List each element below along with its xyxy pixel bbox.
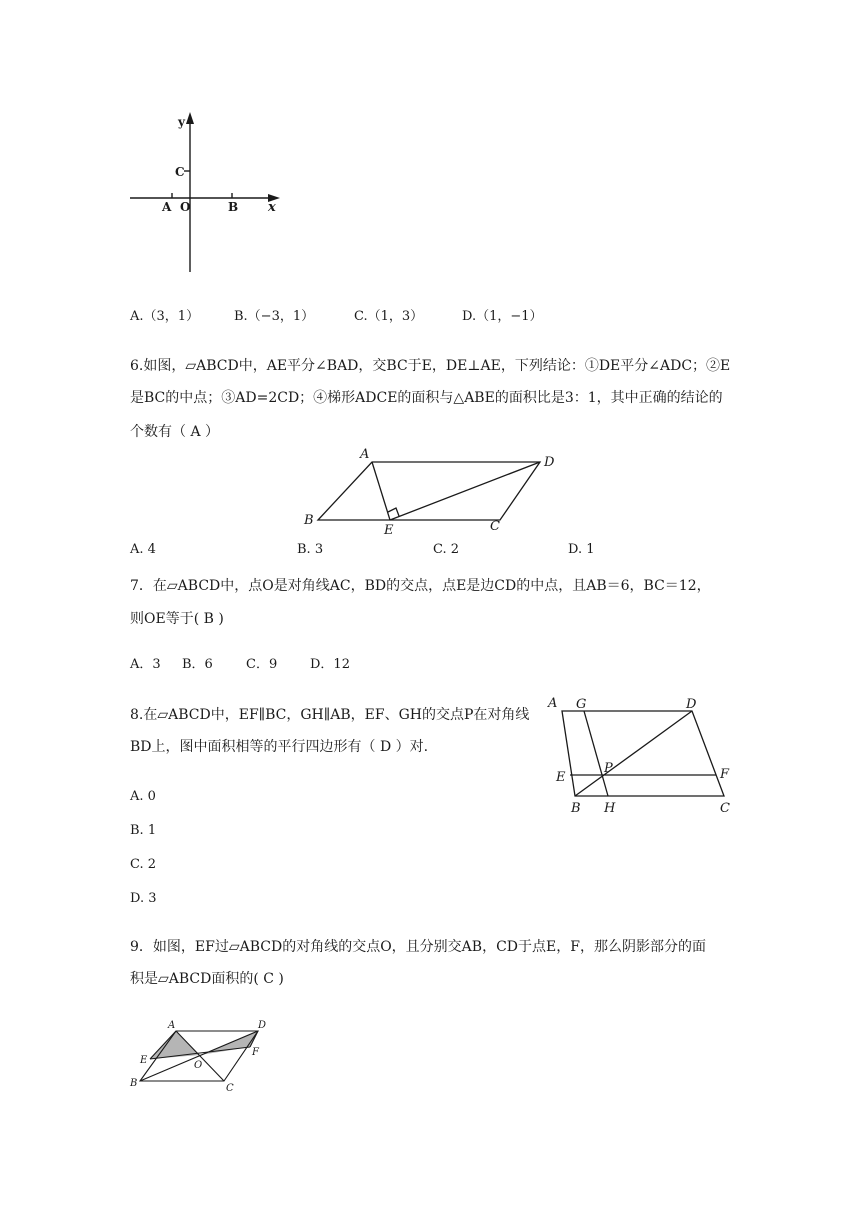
- q5-label-a: A: [162, 200, 172, 214]
- q9-label-o: O: [194, 1060, 203, 1071]
- q5-label-c: C: [175, 165, 185, 179]
- q7-text-line-2: 则OE等于( B ): [130, 611, 224, 627]
- q5-option-b: B.（−3，1）: [234, 309, 315, 324]
- q7-option-d: D．12: [310, 657, 350, 672]
- q8-label-c: C: [720, 801, 730, 816]
- q9-label-c: C: [226, 1083, 234, 1094]
- q8-text-line-2: BD上，图中面积相等的平行四边形有（ D ）对.: [130, 739, 429, 755]
- q6-label-a: A: [360, 447, 370, 462]
- q7-text-line-1: 7．在▱ABCD中，点O是对角线AC，BD的交点，点E是边CD的中点，且AB＝6，BC＝12，: [130, 578, 711, 594]
- q6-label-e: E: [384, 523, 394, 538]
- q7-option-b: B．6: [182, 657, 213, 672]
- q9-text-line-1: 9．如图，EF过▱ABCD的对角线的交点O，且分别交AB，CD于点E，F，那么阴影部分的面: [130, 939, 706, 955]
- q6-option-a: A. 4: [130, 542, 156, 557]
- q9-label-a: A: [168, 1020, 176, 1031]
- q9-label-b: B: [130, 1078, 138, 1089]
- q5-label-x: x: [268, 200, 276, 215]
- q6-option-d: D. 1: [568, 542, 595, 557]
- q8-option-c: C. 2: [130, 857, 157, 872]
- q8-label-e: E: [556, 770, 566, 785]
- q9-text-line-2: 积是▱ABCD面积的( C ): [130, 971, 284, 987]
- q8-option-d: D. 3: [130, 891, 157, 906]
- q9-label-e: E: [140, 1055, 148, 1066]
- q9-label-d: D: [258, 1020, 267, 1031]
- q5-option-c: C.（1，3）: [354, 309, 424, 324]
- q6-option-b: B. 3: [297, 542, 324, 557]
- q5-label-y: y: [178, 115, 185, 129]
- q8-label-p: P: [604, 761, 613, 776]
- q8-label-b: B: [571, 801, 581, 816]
- q6-text-line-3: 个数有（ A ）: [130, 424, 220, 440]
- q8-label-g: G: [576, 697, 587, 712]
- q8-option-a: A. 0: [130, 789, 156, 804]
- q8-label-a: A: [548, 696, 558, 711]
- q6-label-b: B: [304, 513, 314, 528]
- q8-label-h: H: [604, 801, 616, 816]
- q5-option-a: A.（3，1）: [130, 309, 200, 324]
- q5-label-o: O: [180, 200, 191, 214]
- q8-label-f: F: [720, 767, 730, 782]
- q6-text-line-2: 是BC的中点；③AD=2CD；④梯形ADCE的面积与△ABE的面积比是3：1，其中正确的结论的: [130, 390, 723, 406]
- q6-label-d: D: [544, 455, 555, 470]
- q6-label-c: C: [490, 519, 500, 534]
- q9-label-f: F: [252, 1047, 259, 1058]
- q7-option-a: A．3: [130, 657, 161, 672]
- q8-label-d: D: [686, 697, 697, 712]
- q5-option-d: D.（1，−1）: [462, 309, 543, 324]
- q6-text-line-1: 6.如图，▱ABCD中，AE平分∠BAD，交BC于E，DE⊥AE，下列结论：①DE平分∠ADC；②E: [130, 358, 731, 374]
- q6-option-c: C. 2: [433, 542, 460, 557]
- q7-option-c: C．9: [246, 657, 278, 672]
- q8-text-line-1: 8.在▱ABCD中，EF∥BC，GH∥AB，EF、GH的交点P在对角线: [130, 707, 530, 723]
- q8-option-b: B. 1: [130, 823, 157, 838]
- q5-label-b: B: [228, 200, 239, 214]
